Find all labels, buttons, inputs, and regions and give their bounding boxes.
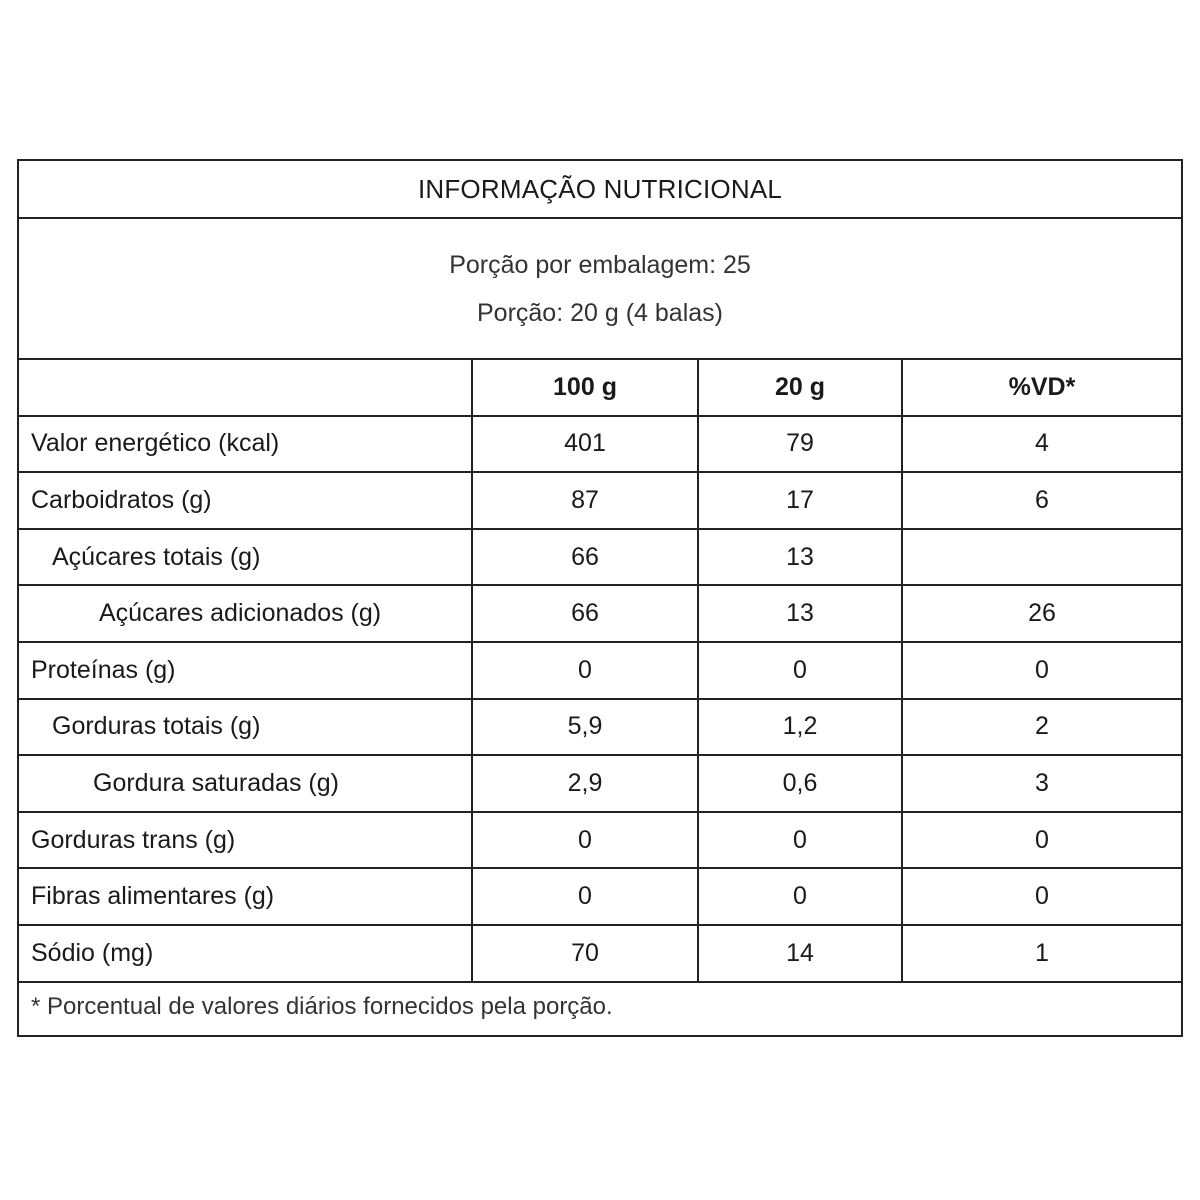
value-100g: 401 — [473, 417, 699, 472]
footnote: * Porcentual de valores diários fornecidos pela porção. — [31, 993, 613, 1020]
value-vd: 0 — [1035, 882, 1049, 911]
value-vd: 3 — [1035, 768, 1049, 797]
value-vd — [903, 530, 1181, 585]
value-portion: 13 — [699, 586, 903, 641]
value-100g: 0 — [473, 813, 699, 868]
nutrient-name: Carboidratos (g) — [19, 473, 473, 528]
value-portion: 1,2 — [699, 700, 903, 755]
value-100g: 66 — [473, 586, 699, 641]
value-100g: 0 — [473, 869, 699, 924]
value-portion: 0 — [699, 643, 903, 698]
label-title: INFORMAÇÃO NUTRICIONAL — [19, 161, 1181, 219]
value-portion: 79 — [699, 417, 903, 472]
value-100g: 87 — [473, 473, 699, 528]
nutrient-name: Valor energético (kcal) — [19, 417, 473, 472]
nutrient-name: Gordura saturadas (g) — [19, 756, 473, 811]
value-portion: 14 — [699, 926, 903, 981]
value-vd: 1 — [1035, 938, 1049, 967]
value-portion: 0 — [699, 869, 903, 924]
value-vd: 2 — [1035, 712, 1049, 741]
value-portion: 0,6 — [699, 756, 903, 811]
value-vd: 0 — [1035, 825, 1049, 854]
table-row — [19, 926, 1181, 983]
table-row — [19, 473, 1181, 530]
table-row — [19, 586, 1181, 643]
nutrient-name: Açúcares adicionados (g) — [19, 586, 473, 641]
nutrition-label — [17, 159, 1183, 1037]
header-daily-value: %VD* — [1008, 372, 1076, 401]
header-per-portion: 20 g — [699, 360, 903, 415]
table-header-row — [19, 360, 1181, 417]
portion-info — [19, 219, 1181, 360]
value-100g: 5,9 — [473, 700, 699, 755]
portion-size: Porção: 20 g (4 balas) — [477, 298, 723, 327]
table-row — [19, 869, 1181, 926]
nutrient-name: Proteínas (g) — [19, 643, 473, 698]
nutrient-name: Sódio (mg) — [19, 926, 473, 981]
table-row — [19, 417, 1181, 474]
value-vd: 6 — [1035, 485, 1049, 514]
header-per-100g: 100 g — [473, 360, 699, 415]
table-row — [19, 700, 1181, 757]
header-nutrient — [19, 360, 473, 415]
value-portion: 0 — [699, 813, 903, 868]
table-row — [19, 756, 1181, 813]
nutrient-name: Gorduras totais (g) — [19, 700, 473, 755]
value-vd: 26 — [1028, 599, 1056, 628]
value-100g: 2,9 — [473, 756, 699, 811]
table-row — [19, 643, 1181, 700]
table-row — [19, 813, 1181, 870]
value-100g: 66 — [473, 530, 699, 585]
value-vd: 0 — [1035, 655, 1049, 684]
value-portion: 13 — [699, 530, 903, 585]
nutrient-name: Açúcares totais (g) — [19, 530, 473, 585]
nutrient-name: Fibras alimentares (g) — [19, 869, 473, 924]
portions-per-package: Porção por embalagem: 25 — [449, 250, 751, 279]
nutrition-table — [19, 360, 1181, 983]
value-100g: 70 — [473, 926, 699, 981]
value-portion: 17 — [699, 473, 903, 528]
table-row — [19, 530, 1181, 587]
nutrient-name: Gorduras trans (g) — [19, 813, 473, 868]
value-100g: 0 — [473, 643, 699, 698]
value-vd: 4 — [1035, 429, 1049, 458]
